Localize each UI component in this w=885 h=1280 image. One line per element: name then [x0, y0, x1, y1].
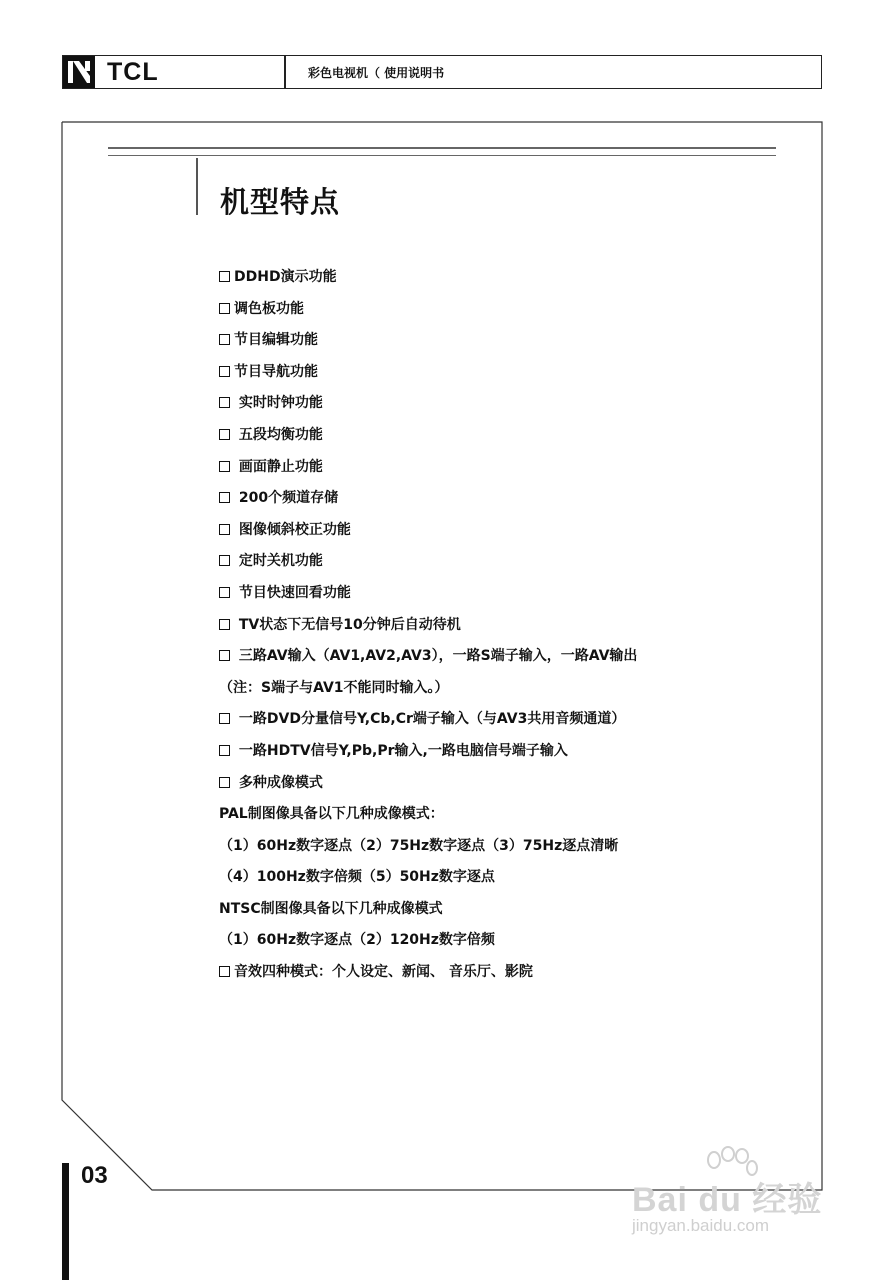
checkbox-icon: [219, 619, 230, 630]
feature-text: 200个频道存储: [234, 490, 339, 507]
checkbox-icon: [219, 492, 230, 503]
feature-text: 多种成像模式: [234, 774, 323, 791]
feature-item: [219, 673, 637, 705]
feature-item: [219, 357, 637, 389]
page-number-bar: [62, 1163, 69, 1280]
feature-text: 一路DVD分量信号Y,Cb,Cr端子输入（与AV3共用音频通道）: [234, 711, 626, 728]
feature-item: [219, 894, 637, 926]
feature-item: [219, 768, 637, 800]
section-title: 机型特点: [220, 185, 341, 219]
tcl-logo-icon: [63, 56, 95, 88]
feature-item: [219, 483, 637, 515]
feature-text: （4）100Hz数字倍频（5）50Hz数字逐点: [219, 869, 495, 886]
feature-text: 五段均衡功能: [234, 426, 323, 443]
checkbox-icon: [219, 777, 230, 788]
feature-item: [219, 294, 637, 326]
watermark-url: jingyan.baidu.com: [632, 1216, 770, 1235]
feature-item: [219, 325, 637, 357]
feature-item: [219, 736, 637, 768]
checkbox-icon: [219, 713, 230, 724]
checkbox-icon: [219, 524, 230, 535]
feature-text: 三路AV输入（AV1,AV2,AV3），一路S端子输入，一路AV输出: [234, 648, 638, 665]
page-header: [62, 55, 822, 89]
feature-item: [219, 925, 637, 957]
feature-text: 音效四种模式：个人设定、新闻、 音乐厅、影院: [234, 964, 533, 981]
feature-item: [219, 262, 637, 294]
feature-item: [219, 862, 637, 894]
checkbox-icon: [219, 366, 230, 377]
document-title: 彩色电视机（ 使用说明书: [308, 66, 445, 80]
feature-text: 调色板功能: [234, 300, 304, 317]
feature-text: （1）60Hz数字逐点（2）120Hz数字倍频: [219, 932, 495, 949]
checkbox-icon: [219, 745, 230, 756]
feature-text: TV状态下无信号10分钟后自动待机: [234, 616, 461, 633]
checkbox-icon: [219, 587, 230, 598]
feature-item: [219, 578, 637, 610]
feature-item: [219, 799, 637, 831]
feature-item: [219, 420, 637, 452]
feature-text: NTSC制图像具备以下几种成像模式: [219, 900, 443, 917]
feature-text: 节目快速回看功能: [234, 584, 351, 601]
feature-text: DDHD演示功能: [234, 269, 337, 285]
checkbox-icon: [219, 334, 230, 345]
brand-name: TCL: [107, 58, 159, 86]
watermark-logo: Bai du 经验: [632, 1181, 823, 1219]
feature-text: 节目编辑功能: [234, 332, 318, 349]
feature-text: 定时关机功能: [234, 553, 323, 570]
checkbox-icon: [219, 966, 230, 977]
header-divider: [284, 56, 286, 88]
feature-item: [219, 610, 637, 642]
title-accent-line: [196, 158, 198, 215]
checkbox-icon: [219, 650, 230, 661]
feature-item: [219, 388, 637, 420]
feature-item: [219, 515, 637, 547]
checkbox-icon: [219, 271, 230, 282]
feature-item: [219, 452, 637, 484]
checkbox-icon: [219, 429, 230, 440]
feature-text: 图像倾斜校正功能: [234, 521, 351, 538]
title-rule-bottom: [108, 155, 776, 156]
feature-text: 一路HDTV信号Y,Pb,Pr输入,一路电脑信号端子输入: [234, 742, 568, 759]
feature-item: [219, 546, 637, 578]
feature-text: （1）60Hz数字逐点（2）75Hz数字逐点（3）75Hz逐点清晰: [219, 837, 619, 854]
checkbox-icon: [219, 397, 230, 408]
feature-text: （注：S端子与AV1不能同时输入。）: [219, 679, 449, 696]
checkbox-icon: [219, 555, 230, 566]
feature-list: [219, 262, 637, 989]
feature-item: [219, 641, 637, 673]
page-number: 03: [81, 1162, 108, 1189]
feature-text: 画面静止功能: [234, 458, 323, 475]
checkbox-icon: [219, 461, 230, 472]
feature-item: [219, 831, 637, 863]
title-rule-top: [108, 147, 776, 149]
feature-text: 节目导航功能: [234, 363, 318, 380]
feature-item: [219, 957, 637, 989]
feature-text: PAL制图像具备以下几种成像模式：: [219, 806, 444, 823]
checkbox-icon: [219, 303, 230, 314]
feature-item: [219, 704, 637, 736]
feature-text: 实时时钟功能: [234, 395, 323, 412]
